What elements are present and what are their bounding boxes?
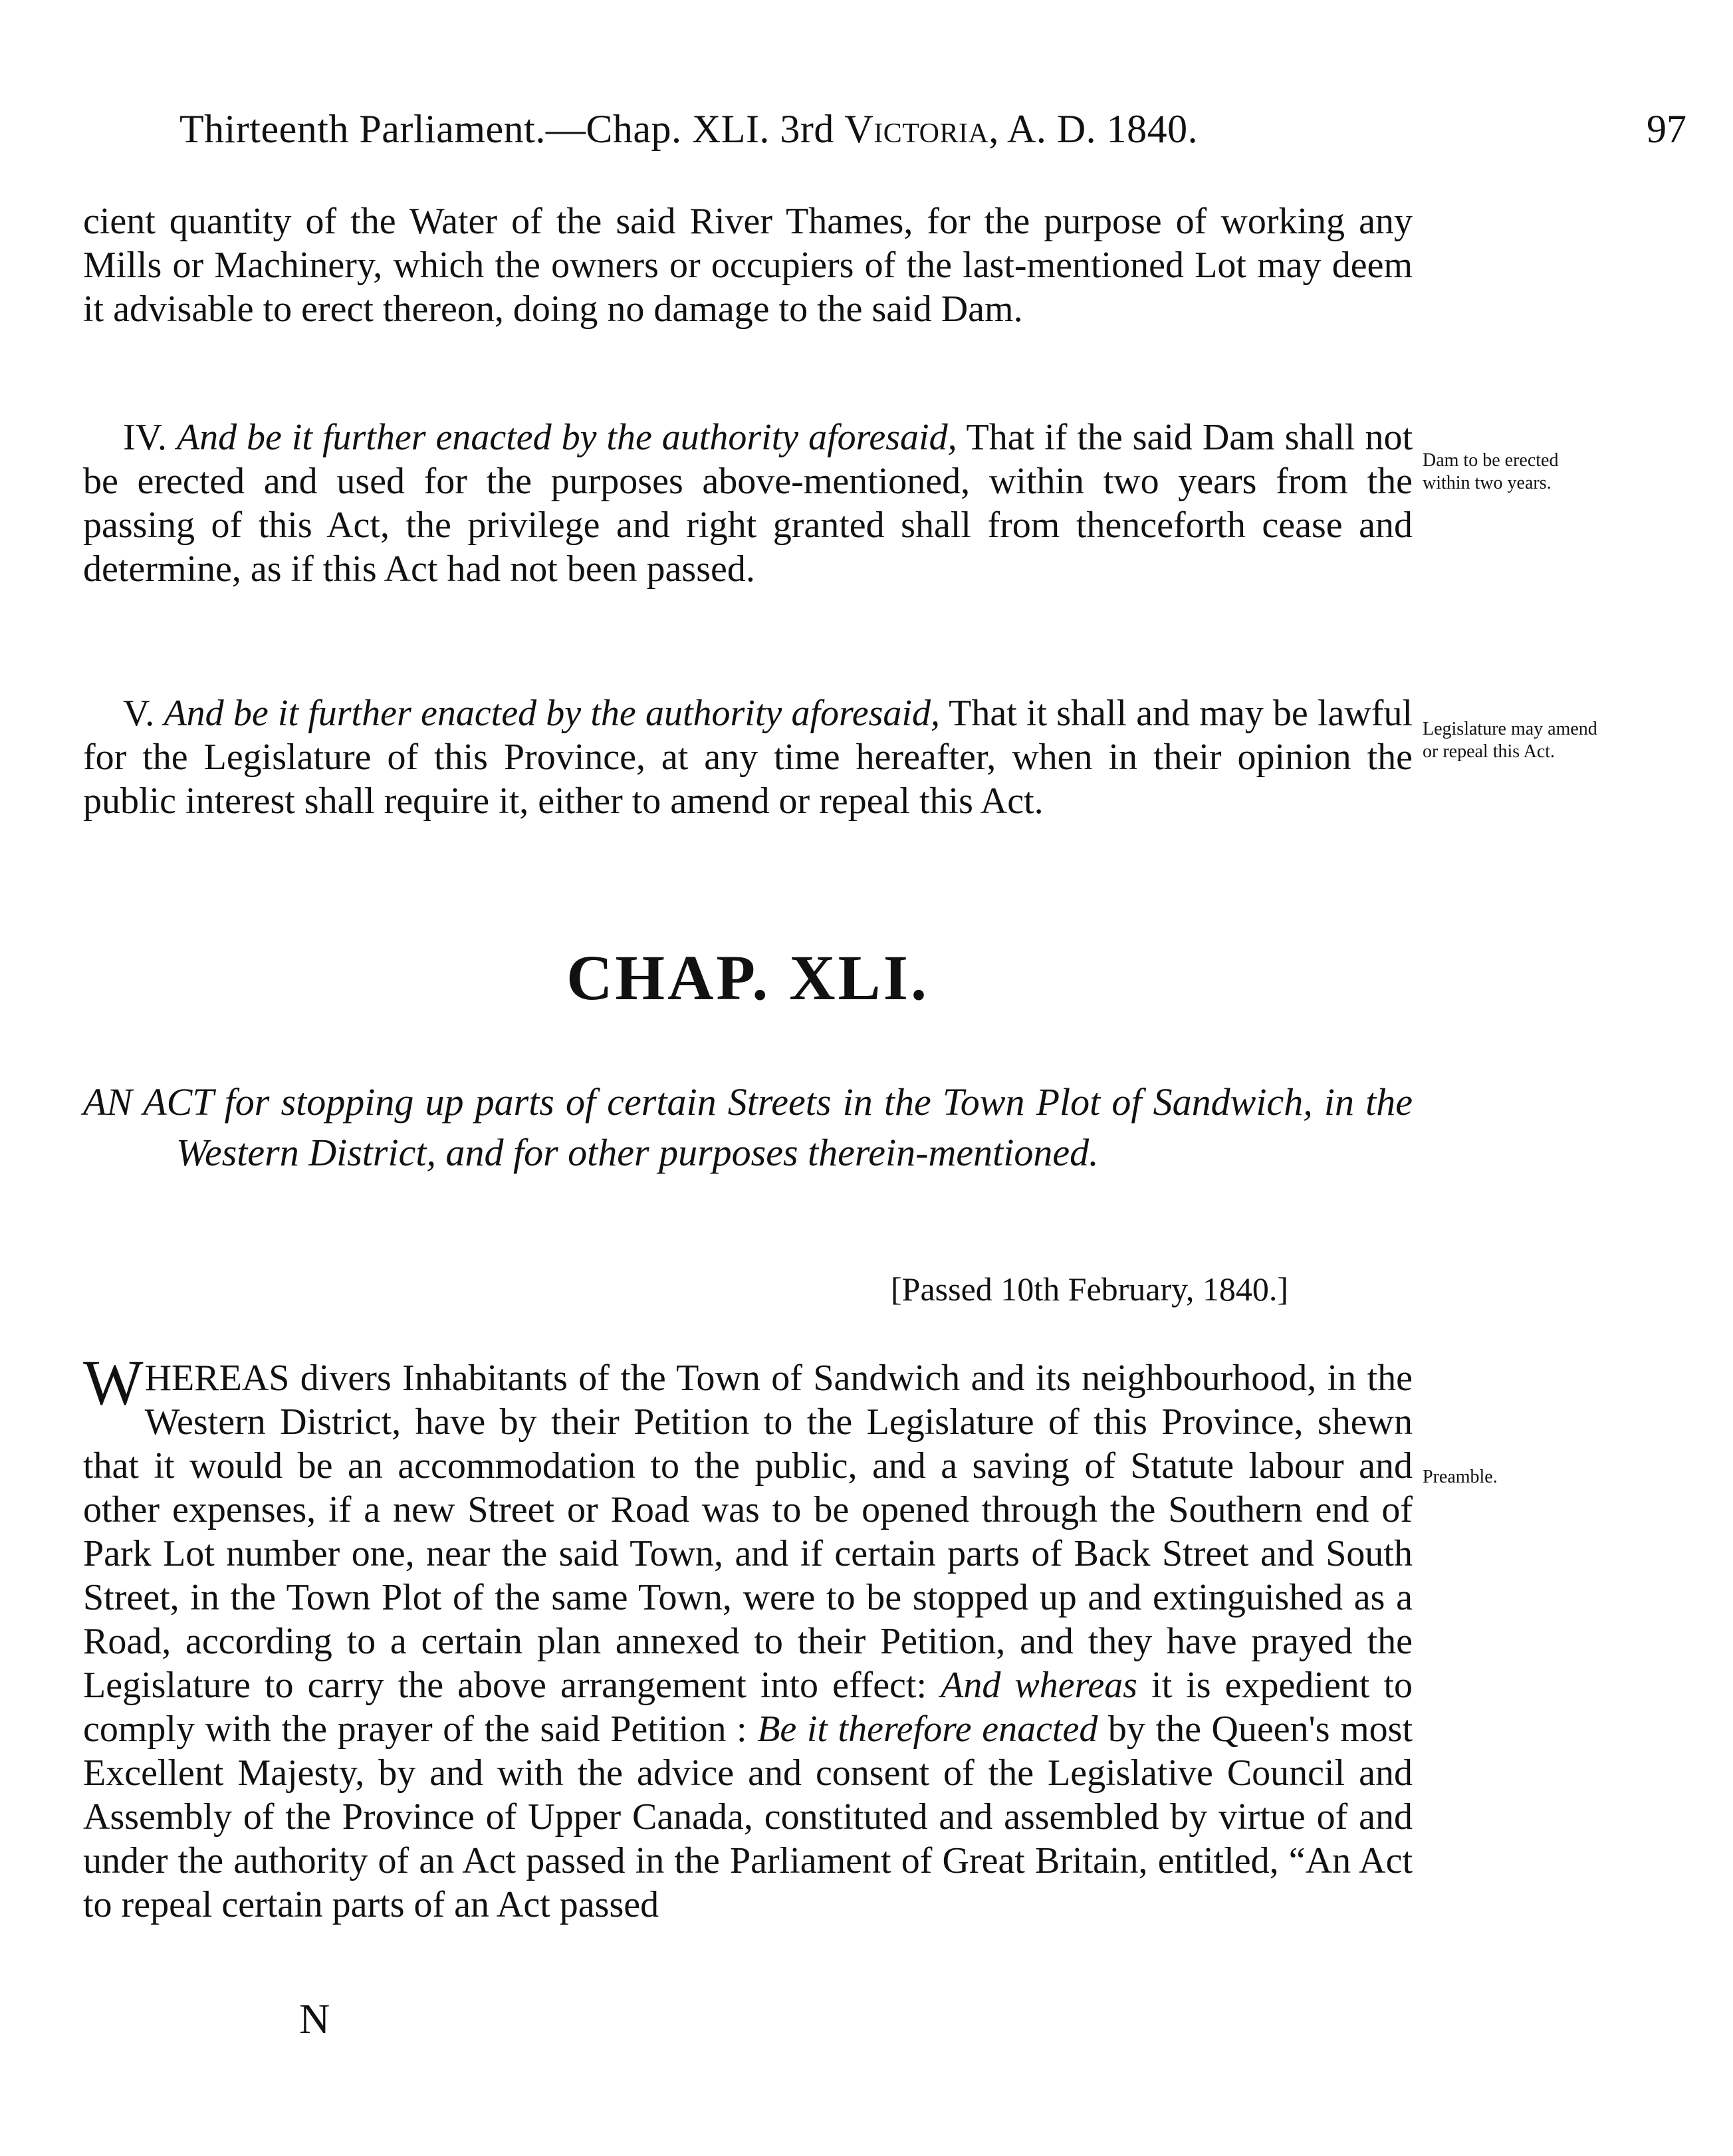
margin-note-dam-line1: Dam to be erected [1423, 450, 1559, 471]
margin-note-dam [1423, 449, 1675, 495]
margin-note-dam-line2: within two years. [1423, 473, 1552, 493]
preamble-and-whereas: And whereas [941, 1665, 1137, 1706]
act-title: AN ACT for stopping up parts of certain Streets in the Town Plot of Sandwich, in the Western District, and for other purposes therein-mentioned. [83, 1080, 1413, 1174]
preamble-text-middle: it is expedient to comply with the prayer of the said Petition : [83, 1665, 1413, 1750]
running-head-tail: , A. D. 1840. [988, 107, 1199, 151]
continuation-text: cient quantity of the Water of the said River Thames, for the purpose of working any Mills or Machinery, which the owners or occupiers of the last-mentioned Lot may deem it advisable to erect thereon, doing no damage to the said Dam. [83, 201, 1413, 330]
page-number: 97 [1647, 107, 1686, 151]
chapter-heading: CHAP. XLI. [566, 942, 929, 1013]
section-v-text: That it shall and may be lawful for the Legislature of this Province, at any time hereafter, when in their opinion the public interest shall require it, either to amend or repeal this Act. [83, 693, 1413, 822]
section-iv-text: That if the said Dam shall not be erected and used for the purposes above-mentioned, within two years from the passing of this Act, the privilege and right granted shall from thenceforth cease and determine, as if this Act had not been passed. [83, 417, 1413, 590]
margin-note-legislature-line2: or repeal this Act. [1423, 741, 1556, 762]
signature-mark: N [299, 1995, 330, 2042]
margin-note-legislature [1423, 718, 1675, 763]
section-v [83, 691, 1413, 823]
continuation-paragraph [83, 199, 1413, 331]
passed-date: [Passed 10th February, 1840.] [891, 1270, 1289, 1308]
section-iv [83, 416, 1413, 591]
margin-note-legislature-line1: Legislature may amend [1423, 719, 1597, 739]
running-head-main: Thirteenth Parliament.—Chap. XLI. 3rd [179, 107, 845, 151]
preamble-text-start: HEREAS divers Inhabitants of the Town of Sandwich and its neighbourhood, in the Western District, have by their Petition to the Legislature of this Province, shewn that it would be an accommodation to the public, and a saving of Statute labour and other expenses, if a new Street or Road was to be opened through the Southern end of Park Lot number one, near the said Town, and if certain parts of Back Street and South Street, in the Town Plot of the same Town, were to be stopped up and extinguished as a Road, according to a certain plan annexed to their Petition, and they have prayed the Legislature to carry the above arrangement into effect: [83, 1358, 1413, 1706]
running-head-victoria: Victoria [844, 107, 989, 151]
section-iv-enacting: And be it further enacted by the authority aforesaid, [176, 417, 957, 458]
section-v-number: V. [123, 693, 155, 734]
margin-note-preamble: Preamble. [1423, 1467, 1498, 1487]
preamble-paragraph [83, 1347, 1413, 1927]
section-v-enacting: And be it further enacted by the authority aforesaid, [164, 693, 940, 734]
preamble-be-it-enacted: Be it therefore enacted [757, 1709, 1098, 1750]
running-head [179, 106, 1198, 152]
preamble-text-end: by the Queen's most Excellent Majesty, by and with the advice and consent of the Legislative Council and Assembly of the Province of Upper Canada, constituted and assembled by virtue of and under the authority of an Act passed in the Parliament of Great Britain, entitled, “An Act to repeal certain parts of an Act passed [83, 1709, 1413, 1925]
preamble-dropcap: W [83, 1347, 144, 1418]
section-iv-number: IV. [123, 417, 167, 458]
